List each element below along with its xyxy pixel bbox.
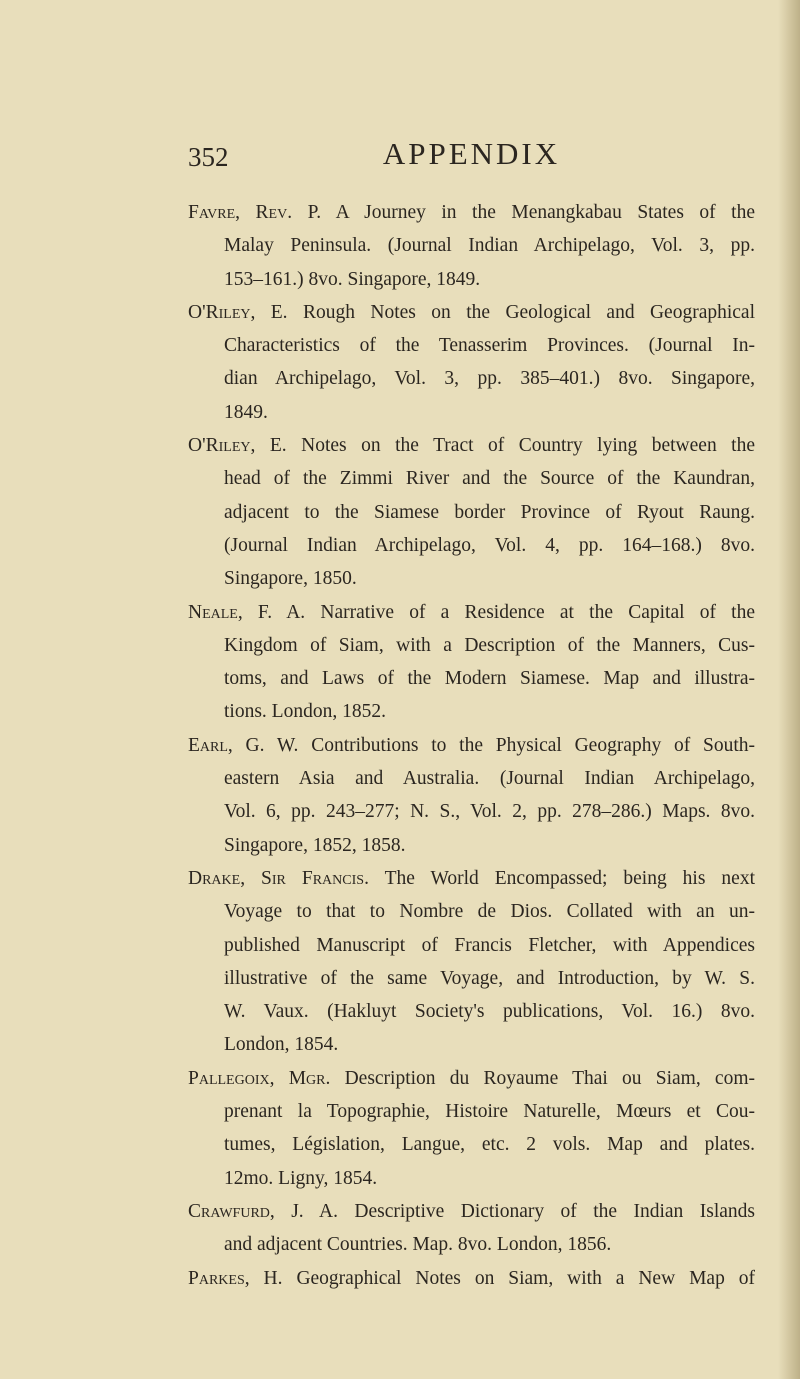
- entry-first-line: [188, 596, 755, 629]
- entry-continuation-line: [224, 762, 755, 795]
- bibliography-entry: [188, 1262, 755, 1295]
- entry-text: Malay Peninsula. (Journal Indian Archipelago, Vol. 3, pp.: [224, 235, 755, 257]
- entry-text: Characteristics of the Tenasserim Provinces. (Journal In-: [224, 335, 755, 357]
- entry-continuation-line: [224, 629, 755, 662]
- entry-continuation-line: [224, 462, 755, 495]
- bibliography-entry: [188, 596, 755, 729]
- entry-continuation-line: [224, 396, 755, 429]
- entry-text: Narrative of a Residence at the Capital of the: [305, 601, 755, 623]
- entry-text: tumes, Législation, Langue, etc. 2 vols. Map and plates.: [224, 1134, 755, 1156]
- entry-author: Parkes, H.: [188, 1267, 283, 1289]
- entry-continuation-line: [224, 362, 755, 395]
- entry-author: O'Riley, E.: [188, 435, 287, 457]
- entry-continuation-line: [224, 1162, 755, 1195]
- entry-text: illustrative of the same Voyage, and Introduction, by W. S.: [224, 967, 755, 989]
- entry-text: eastern Asia and Australia. (Journal Indian Archipelago,: [224, 768, 755, 790]
- entry-text: W. Vaux. (Hakluyt Society's publications, Vol. 16.) 8vo.: [224, 1001, 755, 1023]
- entry-author: O'Riley, E.: [188, 301, 288, 323]
- page-edge-shadow: [778, 0, 800, 1379]
- page-number: 352: [188, 142, 229, 172]
- entry-continuation-line: [224, 1028, 755, 1061]
- entry-continuation-line: [224, 962, 755, 995]
- entry-first-line: [188, 196, 755, 229]
- entry-author: Drake, Sir Francis.: [188, 867, 369, 889]
- entry-continuation-line: [224, 1228, 755, 1261]
- entry-first-line: [188, 296, 755, 329]
- entry-continuation-line: [224, 496, 755, 529]
- entry-continuation-line: [224, 662, 755, 695]
- bibliography-entry: [188, 729, 755, 862]
- entry-author: Pallegoix, Mgr.: [188, 1067, 331, 1089]
- entry-text: (Journal Indian Archipelago, Vol. 4, pp. 164–168.) 8vo.: [224, 534, 755, 556]
- entry-continuation-line: [224, 229, 755, 262]
- entry-continuation-line: [224, 1095, 755, 1128]
- bibliography-entry: [188, 862, 755, 1062]
- entry-text: Descriptive Dictionary of the Indian Islands: [337, 1200, 755, 1222]
- entry-text: The World Encompassed; being his next: [368, 867, 755, 889]
- bibliography-list: [188, 196, 755, 1295]
- entry-text: head of the Zimmi River and the Source of the Kaundran,: [224, 468, 755, 490]
- entry-first-line: [188, 1195, 755, 1228]
- entry-text: dian Archipelago, Vol. 3, pp. 385–401.) 8vo. Singapore,: [224, 368, 755, 390]
- entry-text: London, 1854.: [224, 1034, 339, 1056]
- entry-text: A Journey in the Menangkabau States of the: [321, 202, 755, 223]
- bibliography-entry: [188, 1195, 755, 1262]
- entry-continuation-line: [224, 829, 755, 862]
- entry-text: Contributions to the Physical Geography of South-: [298, 734, 755, 756]
- entry-text: Singapore, 1850.: [224, 568, 357, 590]
- entry-first-line: [188, 1062, 755, 1095]
- running-header: [188, 136, 755, 176]
- entry-text: Vol. 6, pp. 243–277; N. S., Vol. 2, pp. 278–286.) Maps. 8vo.: [224, 801, 755, 823]
- page-title: APPENDIX: [382, 136, 561, 171]
- entry-author: Crawfurd, J. A.: [188, 1200, 338, 1222]
- entry-text: Geographical Notes on Siam, with a New Map of: [282, 1267, 755, 1289]
- entry-text: and adjacent Countries. Map. 8vo. London, 1856.: [224, 1234, 612, 1256]
- entry-first-line: [188, 429, 755, 462]
- bibliography-entry: [188, 1062, 755, 1195]
- bibliography-entry: [188, 296, 755, 429]
- bibliography-entry: [188, 196, 755, 296]
- entry-first-line: [188, 862, 755, 895]
- entry-text: Voyage to that to Nombre de Dios. Collated with an un-: [224, 901, 755, 923]
- entry-text: Notes on the Tract of Country lying between the: [286, 435, 756, 457]
- entry-continuation-line: [224, 929, 755, 962]
- entry-text: Rough Notes on the Geological and Geographical: [287, 301, 756, 323]
- entry-continuation-line: [224, 995, 755, 1028]
- entry-continuation-line: [224, 263, 755, 296]
- entry-text: published Manuscript of Francis Fletcher, with Appendices: [224, 934, 755, 956]
- entry-continuation-line: [224, 529, 755, 562]
- entry-author: Favre, Rev. P.: [188, 202, 322, 223]
- bibliography-entry: [188, 429, 755, 595]
- entry-text: tions. London, 1852.: [224, 701, 386, 723]
- entry-text: prenant la Topographie, Histoire Naturelle, Mœurs et Cou-: [224, 1101, 755, 1123]
- entry-text: 1849.: [224, 401, 268, 423]
- entry-continuation-line: [224, 329, 755, 362]
- entry-text: 12mo. Ligny, 1854.: [224, 1167, 378, 1189]
- entry-author: Neale, F. A.: [188, 601, 306, 623]
- entry-continuation-line: [224, 562, 755, 595]
- entry-text: 153–161.) 8vo. Singapore, 1849.: [224, 268, 481, 290]
- entry-text: adjacent to the Siamese border Province of Ryout Raung.: [224, 501, 755, 523]
- entry-continuation-line: [224, 895, 755, 928]
- entry-first-line: [188, 729, 755, 762]
- entry-first-line: [188, 1262, 755, 1295]
- entry-continuation-line: [224, 695, 755, 728]
- entry-author: Earl, G. W.: [188, 734, 299, 756]
- entry-continuation-line: [224, 795, 755, 828]
- entry-continuation-line: [224, 1128, 755, 1161]
- entry-text: Singapore, 1852, 1858.: [224, 834, 406, 856]
- entry-text: Description du Royaume Thai ou Siam, com-: [330, 1067, 755, 1089]
- entry-text: Kingdom of Siam, with a Description of the Manners, Cus-: [224, 634, 755, 656]
- entry-text: toms, and Laws of the Modern Siamese. Map and illustra-: [224, 668, 755, 690]
